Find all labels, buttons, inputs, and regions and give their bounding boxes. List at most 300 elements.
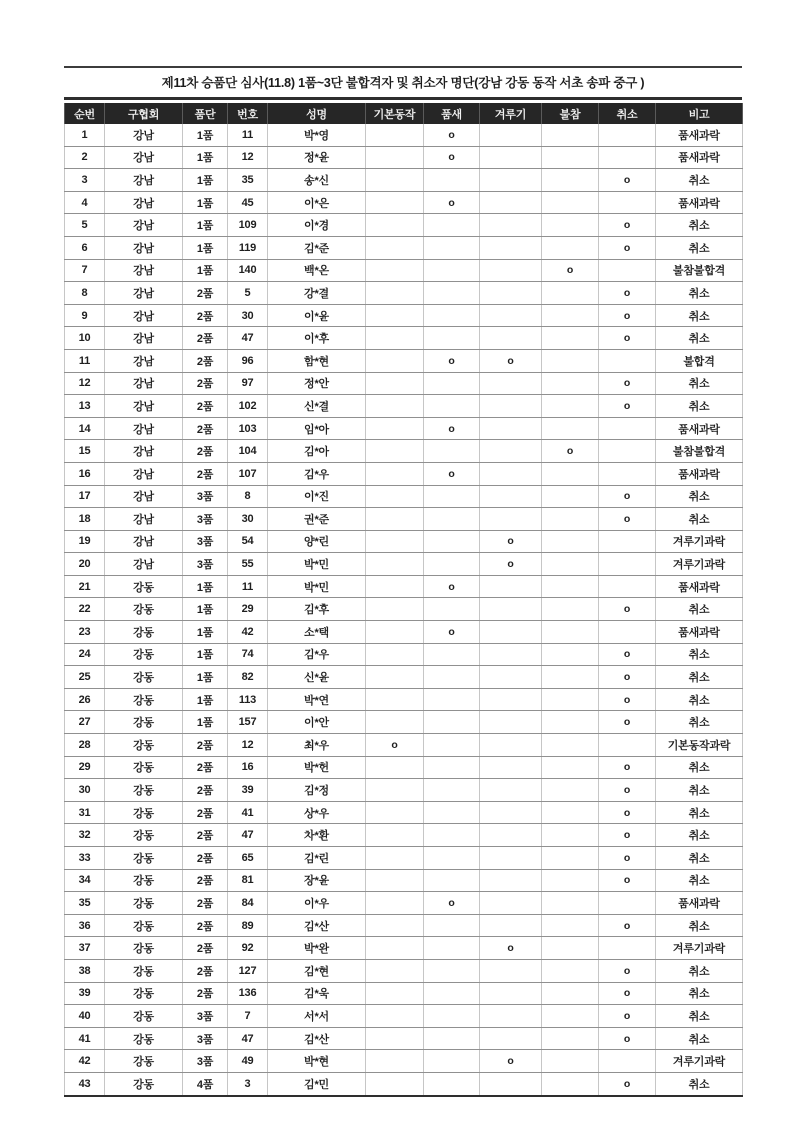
table-row [65, 304, 743, 327]
cell-name: 김*우 [268, 643, 366, 666]
table-row [65, 982, 743, 1005]
cell-no: 27 [65, 711, 105, 734]
cell-no: 17 [65, 485, 105, 508]
cell-remark: 취소 [656, 801, 743, 824]
cell-number: 3 [228, 1072, 268, 1095]
cell-remark: 품새과락 [656, 124, 743, 146]
cell-basic-motion [366, 801, 424, 824]
cell-cancel [599, 259, 656, 282]
cell-basic-motion [366, 169, 424, 192]
cell-pum: 2품 [183, 395, 228, 418]
cell-sparring [480, 508, 542, 531]
cell-poomsae [424, 1050, 480, 1073]
cell-number: 42 [228, 621, 268, 644]
fail-mark-cancel: o [599, 982, 656, 1005]
fail-mark-cancel: o [599, 214, 656, 237]
cell-basic-motion [366, 756, 424, 779]
cell-number: 109 [228, 214, 268, 237]
fail-mark-cancel: o [599, 914, 656, 937]
cell-basic-motion [366, 621, 424, 644]
cell-no: 3 [65, 169, 105, 192]
fail-mark-cancel: o [599, 508, 656, 531]
cell-name: 박*영 [268, 124, 366, 146]
fail-mark-poomsae: o [424, 892, 480, 915]
cell-no: 1 [65, 124, 105, 146]
cell-absent [542, 621, 599, 644]
cell-pum: 1품 [183, 236, 228, 259]
cell-sparring [480, 801, 542, 824]
cell-remark: 겨루기과락 [656, 937, 743, 960]
table-row [65, 1072, 743, 1095]
cell-basic-motion [366, 1050, 424, 1073]
fail-mark-sparring: o [480, 530, 542, 553]
cell-cancel [599, 892, 656, 915]
cell-district: 강남 [105, 530, 183, 553]
cell-pum: 2품 [183, 937, 228, 960]
cell-district: 강동 [105, 779, 183, 802]
cell-pum: 2품 [183, 779, 228, 802]
cell-district: 강동 [105, 643, 183, 666]
cell-name: 김*산 [268, 914, 366, 937]
cell-district: 강남 [105, 440, 183, 463]
fail-mark-cancel: o [599, 1072, 656, 1095]
cell-name: 신*윤 [268, 666, 366, 689]
cell-cancel [599, 146, 656, 169]
cell-name: 이*경 [268, 214, 366, 237]
cell-name: 상*우 [268, 801, 366, 824]
cell-district: 강동 [105, 666, 183, 689]
cell-number: 157 [228, 711, 268, 734]
cell-district: 강남 [105, 236, 183, 259]
cell-basic-motion [366, 417, 424, 440]
table-row [65, 779, 743, 802]
cell-sparring [480, 756, 542, 779]
cell-basic-motion [366, 327, 424, 350]
cell-no: 5 [65, 214, 105, 237]
cell-no: 15 [65, 440, 105, 463]
cell-absent [542, 688, 599, 711]
cell-pum: 1품 [183, 214, 228, 237]
cell-sparring [480, 914, 542, 937]
cell-number: 65 [228, 847, 268, 870]
cell-district: 강동 [105, 801, 183, 824]
header-row [65, 103, 743, 124]
cell-poomsae [424, 801, 480, 824]
table-row [65, 440, 743, 463]
cell-sparring [480, 598, 542, 621]
cell-name: 소*택 [268, 621, 366, 644]
cell-basic-motion [366, 485, 424, 508]
cell-name: 권*준 [268, 508, 366, 531]
cell-name: 이*은 [268, 191, 366, 214]
cell-poomsae [424, 282, 480, 305]
cell-poomsae [424, 214, 480, 237]
cell-name: 백*온 [268, 259, 366, 282]
cell-name: 박*민 [268, 575, 366, 598]
cell-number: 30 [228, 304, 268, 327]
cell-no: 39 [65, 982, 105, 1005]
cell-no: 21 [65, 575, 105, 598]
cell-poomsae [424, 169, 480, 192]
cell-remark: 겨루기과락 [656, 1050, 743, 1073]
cell-remark: 취소 [656, 959, 743, 982]
cell-poomsae [424, 440, 480, 463]
cell-basic-motion [366, 124, 424, 146]
cell-poomsae [424, 779, 480, 802]
promotion-test-document [64, 66, 742, 1097]
fail-mark-cancel: o [599, 236, 656, 259]
cell-poomsae [424, 914, 480, 937]
cell-district: 강동 [105, 734, 183, 757]
cell-poomsae [424, 1072, 480, 1095]
cell-no: 29 [65, 756, 105, 779]
cell-basic-motion [366, 440, 424, 463]
cell-sparring [480, 666, 542, 689]
cell-absent [542, 169, 599, 192]
cell-number: 47 [228, 824, 268, 847]
cell-absent [542, 666, 599, 689]
fail-mark-sparring: o [480, 1050, 542, 1073]
cell-poomsae [424, 643, 480, 666]
cell-sparring [480, 575, 542, 598]
cell-sparring [480, 1072, 542, 1095]
fail-mark-sparring: o [480, 937, 542, 960]
cell-remark: 취소 [656, 914, 743, 937]
cell-number: 96 [228, 349, 268, 372]
cell-basic-motion [366, 372, 424, 395]
cell-remark: 불참불합격 [656, 440, 743, 463]
fail-mark-cancel: o [599, 485, 656, 508]
fail-mark-cancel: o [599, 304, 656, 327]
fail-mark-cancel: o [599, 959, 656, 982]
cell-district: 강남 [105, 553, 183, 576]
cell-absent [542, 214, 599, 237]
cell-number: 12 [228, 734, 268, 757]
cell-cancel [599, 417, 656, 440]
cell-no: 23 [65, 621, 105, 644]
cell-poomsae [424, 530, 480, 553]
cell-pum: 2품 [183, 869, 228, 892]
cell-remark: 취소 [656, 1005, 743, 1028]
column-header-pum: 품단 [183, 103, 228, 124]
cell-name: 김*아 [268, 440, 366, 463]
cell-sparring [480, 214, 542, 237]
table-row [65, 124, 743, 146]
cell-district: 강남 [105, 304, 183, 327]
cell-basic-motion [366, 914, 424, 937]
cell-name: 김*욱 [268, 982, 366, 1005]
column-header-poomsae: 품새 [424, 103, 480, 124]
cell-district: 강남 [105, 485, 183, 508]
cell-pum: 1품 [183, 666, 228, 689]
cell-absent [542, 734, 599, 757]
cell-district: 강남 [105, 191, 183, 214]
cell-name: 정*윤 [268, 146, 366, 169]
cell-absent [542, 146, 599, 169]
cell-basic-motion [366, 1005, 424, 1028]
fail-mark-poomsae: o [424, 124, 480, 146]
cell-absent [542, 1027, 599, 1050]
cell-remark: 기본동작과락 [656, 734, 743, 757]
cell-remark: 겨루기과락 [656, 553, 743, 576]
cell-no: 43 [65, 1072, 105, 1095]
cell-no: 38 [65, 959, 105, 982]
cell-basic-motion [366, 869, 424, 892]
cell-pum: 2품 [183, 372, 228, 395]
cell-district: 강동 [105, 847, 183, 870]
cell-absent [542, 530, 599, 553]
column-header-sparring: 겨루기 [480, 103, 542, 124]
cell-absent [542, 869, 599, 892]
cell-basic-motion [366, 259, 424, 282]
table-row [65, 372, 743, 395]
cell-district: 강동 [105, 982, 183, 1005]
cell-pum: 3품 [183, 485, 228, 508]
column-header-name: 성명 [268, 103, 366, 124]
fail-mark-poomsae: o [424, 191, 480, 214]
cell-remark: 취소 [656, 1072, 743, 1095]
cell-pum: 3품 [183, 1005, 228, 1028]
cell-absent [542, 349, 599, 372]
cell-number: 35 [228, 169, 268, 192]
cell-remark: 취소 [656, 1027, 743, 1050]
table-row [65, 688, 743, 711]
cell-no: 12 [65, 372, 105, 395]
cell-sparring [480, 259, 542, 282]
results-table [64, 103, 743, 1097]
cell-absent [542, 1005, 599, 1028]
cell-district: 강남 [105, 462, 183, 485]
cell-district: 강동 [105, 959, 183, 982]
fail-mark-poomsae: o [424, 462, 480, 485]
cell-remark: 취소 [656, 236, 743, 259]
fail-mark-cancel: o [599, 711, 656, 734]
cell-sparring [480, 959, 542, 982]
table-row [65, 847, 743, 870]
cell-remark: 취소 [656, 711, 743, 734]
fail-mark-cancel: o [599, 598, 656, 621]
cell-absent [542, 801, 599, 824]
cell-district: 강동 [105, 1027, 183, 1050]
cell-pum: 3품 [183, 1027, 228, 1050]
cell-cancel [599, 734, 656, 757]
table-row [65, 553, 743, 576]
cell-poomsae [424, 937, 480, 960]
cell-number: 47 [228, 327, 268, 350]
cell-basic-motion [366, 982, 424, 1005]
cell-no: 14 [65, 417, 105, 440]
fail-mark-cancel: o [599, 847, 656, 870]
cell-number: 82 [228, 666, 268, 689]
cell-no: 33 [65, 847, 105, 870]
cell-pum: 2품 [183, 756, 228, 779]
cell-number: 16 [228, 756, 268, 779]
cell-district: 강남 [105, 372, 183, 395]
cell-poomsae [424, 553, 480, 576]
fail-mark-cancel: o [599, 1027, 656, 1050]
cell-cancel [599, 553, 656, 576]
cell-pum: 2품 [183, 734, 228, 757]
cell-no: 41 [65, 1027, 105, 1050]
cell-name: 박*현 [268, 1050, 366, 1073]
cell-number: 84 [228, 892, 268, 915]
cell-no: 40 [65, 1005, 105, 1028]
cell-poomsae [424, 869, 480, 892]
cell-basic-motion [366, 214, 424, 237]
cell-cancel [599, 462, 656, 485]
cell-remark: 취소 [656, 688, 743, 711]
fail-mark-cancel: o [599, 643, 656, 666]
cell-remark: 취소 [656, 327, 743, 350]
fail-mark-cancel: o [599, 688, 656, 711]
cell-name: 김*산 [268, 1027, 366, 1050]
cell-no: 13 [65, 395, 105, 418]
cell-absent [542, 485, 599, 508]
cell-sparring [480, 1005, 542, 1028]
cell-pum: 1품 [183, 191, 228, 214]
cell-basic-motion [366, 282, 424, 305]
cell-number: 5 [228, 282, 268, 305]
table-row [65, 666, 743, 689]
table-row [65, 236, 743, 259]
cell-district: 강동 [105, 688, 183, 711]
fail-mark-cancel: o [599, 395, 656, 418]
fail-mark-basic-motion: o [366, 734, 424, 757]
cell-pum: 3품 [183, 553, 228, 576]
cell-remark: 겨루기과락 [656, 530, 743, 553]
cell-poomsae [424, 982, 480, 1005]
cell-number: 49 [228, 1050, 268, 1073]
cell-absent [542, 236, 599, 259]
cell-district: 강남 [105, 259, 183, 282]
cell-number: 104 [228, 440, 268, 463]
table-row [65, 824, 743, 847]
cell-no: 28 [65, 734, 105, 757]
cell-remark: 품새과락 [656, 621, 743, 644]
cell-name: 박*완 [268, 937, 366, 960]
cell-no: 24 [65, 643, 105, 666]
cell-cancel [599, 937, 656, 960]
fail-mark-poomsae: o [424, 417, 480, 440]
cell-sparring [480, 1027, 542, 1050]
cell-name: 김*정 [268, 779, 366, 802]
cell-sparring [480, 892, 542, 915]
cell-no: 34 [65, 869, 105, 892]
cell-absent [542, 756, 599, 779]
cell-poomsae [424, 485, 480, 508]
fail-mark-cancel: o [599, 372, 656, 395]
cell-pum: 2품 [183, 462, 228, 485]
cell-poomsae [424, 847, 480, 870]
table-row [65, 259, 743, 282]
cell-no: 18 [65, 508, 105, 531]
cell-basic-motion [366, 598, 424, 621]
table-row [65, 214, 743, 237]
cell-pum: 2품 [183, 892, 228, 915]
fail-mark-absent: o [542, 440, 599, 463]
cell-sparring [480, 372, 542, 395]
cell-number: 119 [228, 236, 268, 259]
fail-mark-cancel: o [599, 1005, 656, 1028]
cell-name: 장*윤 [268, 869, 366, 892]
cell-name: 이*윤 [268, 304, 366, 327]
cell-poomsae [424, 959, 480, 982]
cell-poomsae [424, 395, 480, 418]
cell-number: 47 [228, 1027, 268, 1050]
cell-number: 107 [228, 462, 268, 485]
cell-remark: 품새과락 [656, 417, 743, 440]
cell-poomsae [424, 666, 480, 689]
cell-pum: 2품 [183, 327, 228, 350]
cell-absent [542, 553, 599, 576]
table-row [65, 621, 743, 644]
cell-pum: 2품 [183, 914, 228, 937]
cell-sparring [480, 395, 542, 418]
cell-district: 강남 [105, 124, 183, 146]
cell-number: 29 [228, 598, 268, 621]
cell-number: 39 [228, 779, 268, 802]
cell-remark: 취소 [656, 824, 743, 847]
cell-name: 이*후 [268, 327, 366, 350]
cell-name: 신*결 [268, 395, 366, 418]
cell-pum: 1품 [183, 169, 228, 192]
table-row [65, 711, 743, 734]
cell-no: 16 [65, 462, 105, 485]
cell-no: 6 [65, 236, 105, 259]
cell-name: 김*민 [268, 1072, 366, 1095]
cell-remark: 품새과락 [656, 146, 743, 169]
cell-sparring [480, 824, 542, 847]
cell-cancel [599, 124, 656, 146]
cell-basic-motion [366, 349, 424, 372]
table-row [65, 1050, 743, 1073]
cell-no: 25 [65, 666, 105, 689]
table-row [65, 191, 743, 214]
cell-sparring [480, 124, 542, 146]
table-row [65, 801, 743, 824]
cell-poomsae [424, 372, 480, 395]
cell-remark: 취소 [656, 643, 743, 666]
cell-absent [542, 982, 599, 1005]
table-row [65, 530, 743, 553]
cell-district: 강남 [105, 395, 183, 418]
cell-no: 10 [65, 327, 105, 350]
cell-number: 74 [228, 643, 268, 666]
cell-remark: 취소 [656, 395, 743, 418]
cell-no: 4 [65, 191, 105, 214]
cell-basic-motion [366, 666, 424, 689]
cell-poomsae [424, 756, 480, 779]
cell-name: 김*준 [268, 236, 366, 259]
cell-absent [542, 508, 599, 531]
cell-absent [542, 462, 599, 485]
cell-number: 11 [228, 124, 268, 146]
cell-no: 42 [65, 1050, 105, 1073]
cell-sparring [480, 417, 542, 440]
cell-remark: 취소 [656, 169, 743, 192]
cell-no: 20 [65, 553, 105, 576]
cell-absent [542, 824, 599, 847]
cell-absent [542, 191, 599, 214]
column-header-no: 순번 [65, 103, 105, 124]
cell-remark: 취소 [656, 982, 743, 1005]
cell-sparring [480, 304, 542, 327]
cell-absent [542, 1050, 599, 1073]
cell-number: 140 [228, 259, 268, 282]
cell-name: 박*연 [268, 688, 366, 711]
cell-pum: 2품 [183, 417, 228, 440]
cell-sparring [480, 847, 542, 870]
